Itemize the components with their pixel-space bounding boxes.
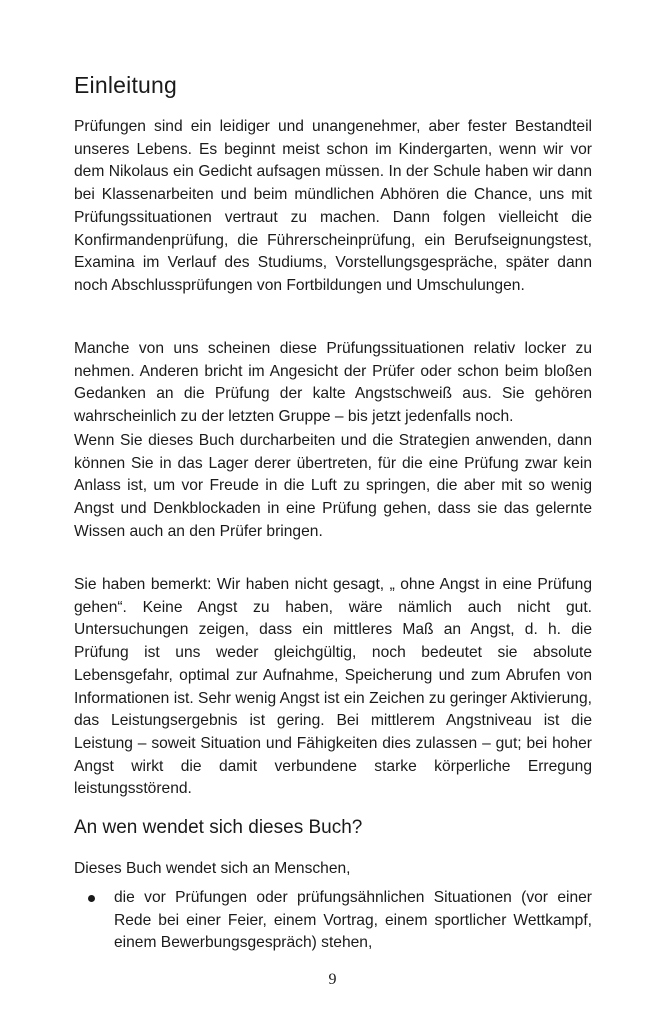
section-heading: An wen wendet sich dieses Buch? — [74, 817, 363, 838]
paragraph-4: Sie haben bemerkt: Wir haben nicht gesagt, „ ohne Angst in eine Prüfung gehen“. Keine Angst zu haben, wäre nämlich auch nicht gut. Untersuchungen zeigen, dass ein mittleres Maß an Angst, d. h. die Prüfung ist uns weder gleichgültig, noch bedeutet sie absolute Lebensgefahr, optimal zur Aufnahme, Speicherung und zum Abrufen von Informationen ist. Sehr wenig Angst ist ein Zeichen zu geringer Aktivierung, das Leistungsergebnis ist gering. Bei mittlerem Angstniveau ist die Leistung – soweit Situation und Fähigkeiten dies zulassen – gut; bei hoher Angst wirkt die damit verbundene starke körperliche Erregung leistungsstörend. — [74, 576, 592, 798]
paragraph-2: Manche von uns scheinen diese Prüfungssituationen relativ locker zu nehmen. Anderen bricht im Angesicht der Prüfer oder schon beim bloßen Gedanken an die Prüfung der kalte Angstschweiß aus. Sie gehören wahrscheinlich zu der letzten Gruppe – bis jetzt jedenfalls noch. — [74, 340, 592, 426]
bullet-icon — [88, 895, 95, 902]
bullet-list — [74, 887, 592, 955]
paragraph-1: Prüfungen sind ein leidiger und unangenehmer, aber fester Bestandteil unseres Lebens. Es beginnt meist schon im Kindergarten, wenn wir vor dem Nikolaus ein Gedicht aufsagen müssen. In der Schule haben wir dann bei Klassenarbeiten und beim mündlichen Abhören die Chance, uns mit Prüfungssituationen vertraut zu machen. Dann folgen vielleicht die Konfirmandenprüfung, die Führerscheinprüfung, ein Berufseignungstest, Examina im Verlauf des Studiums, Vorstellungsgespräche, später dann noch Abschlussprüfungen von Fortbildungen und Umschulungen. — [74, 118, 592, 294]
list-item — [74, 887, 592, 955]
paragraph-3: Wenn Sie dieses Buch durcharbeiten und die Strategien anwenden, dann können Sie in das Lager derer übertreten, für die eine Prüfung zwar kein Anlass ist, um vor Freude in die Luft zu springen, die aber mit so wenig Angst und Denkblockaden in eine Prüfung gehen, dass sie das gelernte Wissen auch an den Prüfer bringen. — [74, 432, 592, 540]
list-intro: Dieses Buch wendet sich an Menschen, — [74, 860, 351, 877]
list-item-text: die vor Prüfungen oder prüfungsähnlichen Situationen (vor einer Rede bei einer Feier, einem Vortrag, einem sportlicher Wettkampf, einem Bewerbungsgespräch) stehen, — [114, 889, 592, 952]
page-number: 9 — [328, 971, 337, 988]
chapter-title: Einleitung — [74, 72, 178, 98]
